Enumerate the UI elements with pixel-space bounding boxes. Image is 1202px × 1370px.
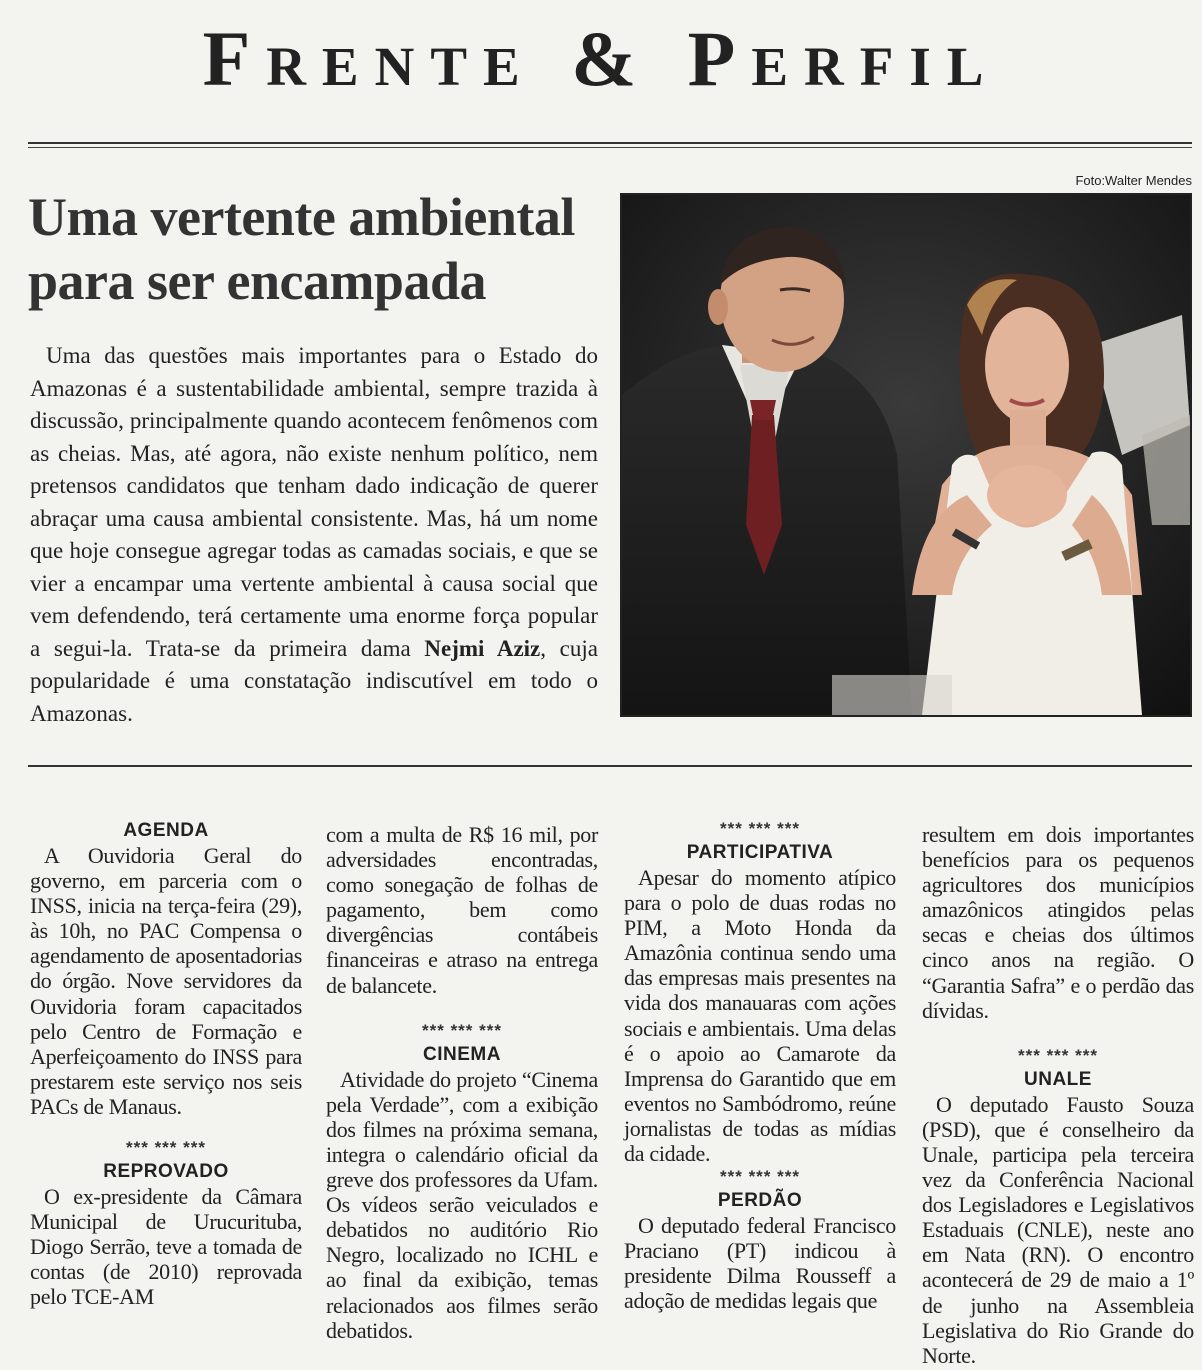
- section-text-perdao: O deputado federal Francisco Praciano (PT) indicou à presidente Dilma Rousseff a adoção de medidas legais que: [624, 1213, 896, 1314]
- column-2: [326, 818, 598, 1343]
- headline-line-2: para ser encampada: [28, 251, 486, 311]
- section-title-cinema: CINEMA: [423, 1043, 501, 1065]
- section-title-agenda: AGENDA: [123, 820, 209, 841]
- separator-stars: *** *** ***: [1018, 1045, 1098, 1065]
- photo-illustration: [622, 195, 1190, 715]
- section-text-participativa: Apesar do momento atípico para o polo de duas rodas no PIM, a Moto Honda da Amazônia continua sendo uma das empresas mais presentes na vida dos manauaras com ações sociais e ambientais. Uma delas é o apoio ao Camarote da Imprensa do Garantido que em eventos no Sambódromo, reúne jornalistas de todas as mídias da cidade.: [624, 865, 896, 1167]
- news-photo: [620, 193, 1192, 717]
- masthead-rule: [28, 142, 1192, 148]
- masthead: Frente & Perfil: [202, 15, 1000, 102]
- section-title-reprovado: REPROVADO: [103, 1161, 229, 1183]
- section-title-participativa: PARTICIPATIVA: [686, 842, 834, 863]
- separator-stars: *** *** ***: [126, 1138, 206, 1158]
- photo-credit: Foto:Walter Mendes: [1075, 173, 1192, 188]
- column-1: [30, 818, 302, 1310]
- lead-bold-name: Nejmi Aziz: [424, 635, 541, 661]
- section-text-unale: O deputado Fausto Souza (PSD), que é conselheiro da Unale, participa pela terceira vez da Conferência Nacional dos Legisladores e Legislativos Estaduais (CNLE), neste ano em Nata (RN). O encontro acontecerá de 29 de maio a 1º de junho na Assembleia Legislativa do Rio Grande do Norte.: [922, 1091, 1194, 1368]
- column-3: [624, 818, 896, 1314]
- section-text-reprovado-continued: com a multa de R$ 16 mil, por adversidades encontradas, como sonegação de folhas de pagamento, bem como divergências contábeis financeiras e atraso na entrega de balancete.: [326, 822, 598, 998]
- section-text-reprovado: O ex-presidente da Câmara Municipal de Urucurituba, Diogo Serrão, teve a tomada de contas (de 2010) reprovada pelo TCE-AM: [30, 1184, 302, 1310]
- headline: [28, 185, 608, 313]
- section-title-unale: UNALE: [1024, 1068, 1092, 1090]
- lead-text-before: Uma das questões mais importantes para o Estado do Amazonas é a sustentabilidade ambiental, sempre trazida à discussão, principalmente quando acontecem fenômenos com as cheias. Mas, até agora, não existe nenhum político, nem pretensos candidatos que tenham dado indicação de querer abraçar uma causa ambiental consistente. Mas, há um nome que hoje consegue agregar todas as camadas sociais, e que se vier a encampar uma vertente ambiental à causa social que vem defendendo, terá certamente uma enorme força popular a segui-la. Trata-se da primeira dama: [30, 343, 598, 661]
- column-4: [922, 818, 1194, 1368]
- section-text-cinema: Atividade do projeto “Cinema pela Verdade”, com a exibição dos filmes na próxima semana, integra o calendário oficial da greve dos professores da Ufam. Os vídeos serão veiculados e debatidos no auditório Rio Negro, localizado no ICHL e ao final da exibição, temas relacionados aos filmes serão debatidos.: [326, 1066, 598, 1343]
- lead-text-after: , cuja popularidade é uma constatação indiscutível em todo o Amazonas.: [30, 635, 598, 726]
- section-text-perdao-continued: resultem em dois importantes benefícios para os pequenos agricultores dos municípios amazônicos atingidos pelas secas e cheias dos últimos cinco anos na região. O “Garantia Safra” e o perdão das dívidas.: [922, 822, 1194, 1023]
- separator-stars: *** *** ***: [720, 1167, 800, 1187]
- section-rule: [28, 765, 1192, 767]
- headline-line-1: Uma vertente ambiental: [28, 187, 575, 247]
- lead-paragraph: [30, 340, 598, 730]
- separator-stars: *** *** ***: [720, 819, 800, 838]
- section-text-agenda: A Ouvidoria Geral do governo, em parceria com o INSS, inicia na terça-feira (29), às 10h, no PAC Compensa o agendamento de aposentadorias do órgão. Nove servidores da Ouvidoria foram capacitados pelo Centro de Formação e Aperfeiçoamento do INSS para prestarem este serviço nos seis PACs de Manaus.: [30, 843, 302, 1119]
- separator-stars: *** *** ***: [422, 1020, 502, 1040]
- section-title-perdao: PERDÃO: [717, 1190, 803, 1212]
